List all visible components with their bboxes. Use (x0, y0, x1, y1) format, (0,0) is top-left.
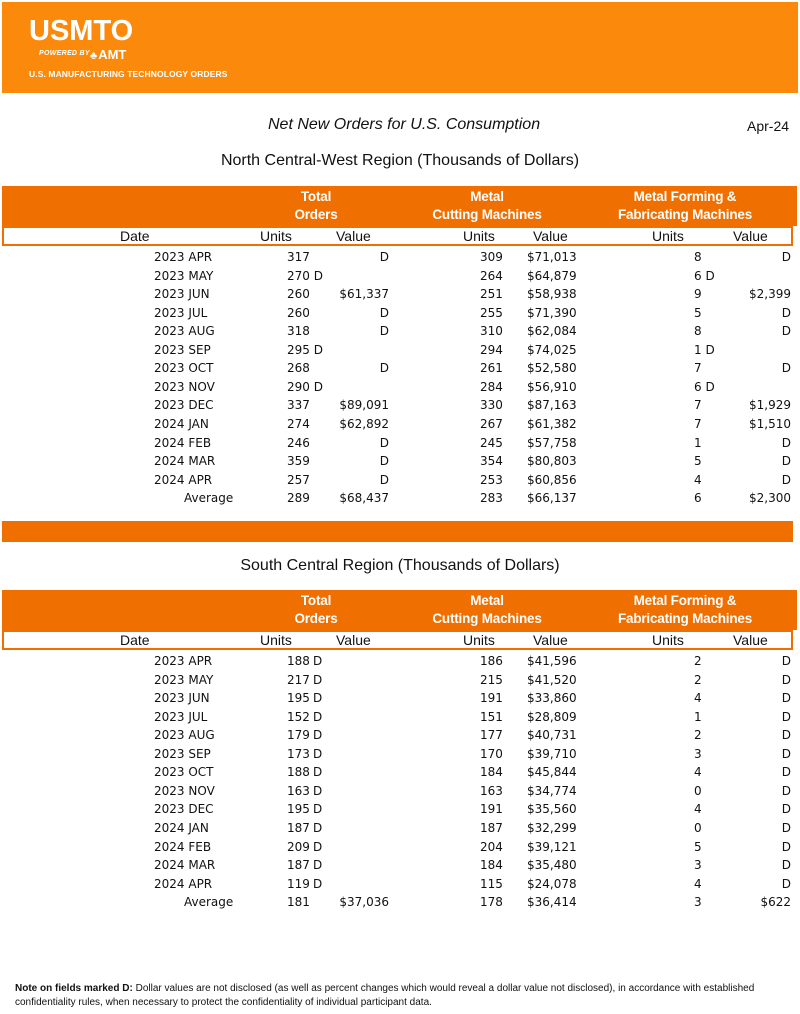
report-title: Net New Orders for U.S. Consumption (268, 116, 541, 133)
footnote (15, 982, 795, 1010)
col-date[interactable]: Date (120, 632, 150, 648)
cell-cutting-units: 283 (480, 491, 503, 506)
cell-date: 2023 JUN (154, 691, 210, 706)
usmto-logo: USMTO (29, 15, 134, 47)
cell-forming-value: D (781, 876, 791, 891)
table-row (0, 396, 800, 415)
cell-cutting-units: 204 (480, 839, 503, 854)
cell-forming-units: 1 D (694, 342, 715, 357)
cell-cutting-value: $58,938 (527, 287, 577, 302)
group-total-orders (262, 592, 370, 628)
cell-cutting-units: 115 (480, 876, 503, 891)
column-group-header (2, 186, 797, 226)
group-metal-cutting (422, 592, 552, 628)
cell-total-units: 274 (287, 417, 310, 431)
cell-cutting-units: 309 (480, 250, 503, 264)
group-forming-line2: Fabricating Machines (617, 611, 753, 626)
cell-total-units: 295 D (287, 342, 323, 357)
cell-forming-units: 9 (694, 287, 702, 302)
cell-forming-value: D (781, 765, 791, 780)
cell-total-units: 173 (287, 746, 310, 761)
table-row (0, 838, 800, 857)
section-divider (2, 521, 793, 542)
cell-forming-units: 3 (694, 895, 702, 910)
region-title-south-central: South Central Region (Thousands of Dollars) (240, 557, 560, 574)
cell-total-units: 290 D (287, 379, 323, 394)
cell-forming-units: 2 (694, 654, 702, 668)
cell-cutting-units: 184 (480, 765, 503, 780)
col-cutting-value[interactable]: Value (533, 632, 568, 648)
cell-total-value: D (313, 654, 323, 668)
cell-forming-value: D (781, 305, 791, 320)
cell-date: 2023 MAY (154, 672, 214, 687)
cell-total-units: 163 (287, 783, 310, 798)
col-cutting-units[interactable]: Units (463, 228, 495, 244)
cell-date: 2024 FEB (154, 839, 212, 854)
cell-average-label: Average (184, 491, 234, 506)
cell-cutting-value: $66,137 (527, 491, 577, 506)
cell-date: 2023 NOV (154, 379, 215, 394)
cell-cutting-value: $33,860 (527, 691, 577, 706)
col-cutting-units[interactable]: Units (463, 632, 495, 648)
cell-forming-value: D (781, 435, 791, 450)
col-forming-value[interactable]: Value (733, 632, 768, 648)
table-row (0, 304, 800, 323)
table-row (0, 875, 800, 894)
table-row (0, 726, 800, 745)
cell-forming-units: 4 (694, 691, 702, 706)
cell-date: 2023 AUG (154, 324, 215, 339)
cell-cutting-value: $35,560 (527, 802, 577, 817)
cell-forming-value: $1,929 (749, 398, 791, 413)
cell-forming-value: D (781, 691, 791, 706)
cell-forming-units: 8 (694, 250, 702, 264)
amt-logo (90, 47, 126, 62)
cell-forming-value: D (781, 654, 791, 668)
cell-cutting-units: 178 (480, 895, 503, 910)
cell-forming-value: D (781, 783, 791, 798)
cell-forming-units: 4 (694, 472, 702, 487)
cell-forming-units: 5 (694, 305, 702, 320)
cell-cutting-units: 251 (480, 287, 503, 302)
cell-cutting-value: $41,596 (527, 654, 577, 668)
cell-forming-value: D (781, 472, 791, 487)
cell-forming-units: 3 (694, 858, 702, 872)
cell-forming-units: 1 (694, 435, 702, 450)
cell-date: 2023 SEP (154, 342, 211, 357)
cell-date: 2023 MAY (154, 268, 214, 283)
cell-total-value: D (313, 672, 323, 687)
cell-forming-units: 4 (694, 876, 702, 891)
cell-cutting-value: $35,480 (527, 858, 577, 872)
group-metal-forming (610, 592, 760, 628)
cell-cutting-value: $28,809 (527, 709, 577, 724)
cell-forming-units: 8 (694, 324, 702, 339)
cell-total-value: D (313, 876, 323, 891)
cell-cutting-units: 186 (480, 654, 503, 668)
cell-forming-value: D (781, 858, 791, 872)
table-row (0, 322, 800, 341)
cell-cutting-units: 245 (480, 435, 503, 450)
col-total-value[interactable]: Value (336, 228, 371, 244)
cell-total-value: D (313, 709, 323, 724)
col-total-value[interactable]: Value (336, 632, 371, 648)
cell-forming-value: $2,300 (749, 491, 791, 506)
cell-total-value: D (313, 802, 323, 817)
cell-total-value: D (379, 454, 389, 469)
cell-cutting-value: $24,078 (527, 876, 577, 891)
cell-total-units: 270 D (287, 268, 323, 283)
cell-cutting-units: 284 (480, 379, 503, 394)
cell-cutting-value: $36,414 (527, 895, 577, 910)
footnote-label: Note on fields marked D: (15, 983, 133, 994)
cell-date: 2023 AUG (154, 728, 215, 743)
cell-date: 2023 DEC (154, 802, 214, 817)
cell-cutting-units: 170 (480, 746, 503, 761)
cell-date: 2023 APR (154, 654, 213, 668)
table-row (0, 782, 800, 801)
cell-total-value: $37,036 (339, 895, 389, 910)
cell-date: 2024 APR (154, 472, 213, 487)
cell-date: 2023 OCT (154, 765, 214, 780)
region-title-north-central-west: North Central-West Region (Thousands of Dollars) (220, 152, 580, 169)
column-header-row (2, 226, 793, 246)
col-date[interactable]: Date (120, 228, 150, 244)
cell-total-value: D (379, 361, 389, 376)
cell-total-value: D (313, 821, 323, 835)
cell-cutting-units: 255 (480, 305, 503, 320)
cell-forming-value: $1,510 (749, 417, 791, 431)
group-total-line1: Total (300, 189, 332, 204)
cell-total-value: D (313, 839, 323, 854)
cell-total-value: $61,337 (339, 287, 389, 302)
table-row (0, 671, 800, 690)
cell-forming-units: 7 (694, 361, 702, 376)
cell-cutting-value: $56,910 (527, 379, 577, 394)
cell-cutting-units: 330 (480, 398, 503, 413)
group-forming-line1: Metal Forming & (633, 189, 737, 204)
group-cutting-line1: Metal (470, 189, 504, 204)
cell-forming-value: D (781, 746, 791, 761)
cell-forming-units: 6 D (694, 268, 715, 283)
cell-total-units: 188 (287, 765, 310, 780)
cell-cutting-value: $39,121 (527, 839, 577, 854)
amt-brand-text: AMT (98, 47, 127, 62)
cell-total-units: 217 (287, 672, 310, 687)
cell-forming-units: 3 (694, 746, 702, 761)
table-row (0, 378, 800, 397)
table-row (0, 745, 800, 764)
table-row (0, 708, 800, 727)
table-row (0, 471, 800, 490)
cell-forming-value: D (781, 250, 791, 264)
cell-forming-value: D (781, 821, 791, 835)
cell-date: 2023 JUN (154, 287, 210, 302)
cell-total-value: D (313, 783, 323, 798)
cell-forming-value: D (781, 728, 791, 743)
cell-cutting-value: $32,299 (527, 821, 577, 835)
cell-total-units: 195 (287, 691, 310, 706)
cell-forming-value: D (781, 672, 791, 687)
cell-forming-units: 4 (694, 802, 702, 817)
col-forming-units[interactable]: Units (652, 228, 684, 244)
cell-cutting-value: $62,084 (527, 324, 577, 339)
cell-date: 2023 OCT (154, 361, 214, 376)
table-row (0, 434, 800, 453)
cell-cutting-value: $39,710 (527, 746, 577, 761)
cell-forming-units: 4 (694, 765, 702, 780)
cell-total-value: D (379, 250, 389, 264)
table-row (0, 415, 800, 434)
table-row (0, 856, 800, 875)
cell-cutting-units: 261 (480, 361, 503, 376)
cell-total-value: D (313, 858, 323, 872)
cell-total-units: 268 (287, 361, 310, 376)
table-row (0, 652, 800, 671)
cell-total-value: D (313, 765, 323, 780)
cell-forming-units: 5 (694, 454, 702, 469)
cell-forming-units: 7 (694, 417, 702, 431)
table-row (0, 285, 800, 304)
cell-forming-value: D (781, 454, 791, 469)
cell-date: 2023 JUL (154, 305, 208, 320)
cell-forming-units: 0 (694, 783, 702, 798)
cell-cutting-units: 191 (480, 802, 503, 817)
cell-cutting-value: $64,879 (527, 268, 577, 283)
cell-cutting-units: 184 (480, 858, 503, 872)
col-cutting-value[interactable]: Value (533, 228, 568, 244)
cell-total-value: $62,892 (339, 417, 389, 431)
cell-forming-value: D (781, 839, 791, 854)
cell-cutting-value: $80,803 (527, 454, 577, 469)
cell-cutting-value: $61,382 (527, 417, 577, 431)
group-total-line2: Orders (294, 207, 338, 222)
table-row (0, 248, 800, 267)
cell-cutting-units: 267 (480, 417, 503, 431)
header-banner (2, 2, 798, 93)
cell-forming-units: 1 (694, 709, 702, 724)
cell-cutting-value: $52,580 (527, 361, 577, 376)
cell-forming-units: 5 (694, 839, 702, 854)
cell-total-value: D (379, 324, 389, 339)
group-total-line1: Total (300, 593, 332, 608)
cell-cutting-value: $74,025 (527, 342, 577, 357)
cell-total-units: 337 (287, 398, 310, 413)
col-forming-value[interactable]: Value (733, 228, 768, 244)
cell-date: 2024 JAN (154, 417, 209, 431)
cell-date: 2024 APR (154, 876, 213, 891)
cell-date: 2024 MAR (154, 858, 216, 872)
cell-total-value: D (379, 305, 389, 320)
column-header-row (2, 630, 793, 650)
cell-total-units: 260 (287, 287, 310, 302)
cell-total-value: D (313, 746, 323, 761)
cell-total-value: D (313, 728, 323, 743)
table-row (0, 763, 800, 782)
table-row (0, 452, 800, 471)
cell-total-value: $68,437 (339, 491, 389, 506)
table-row (0, 800, 800, 819)
cell-total-units: 317 (287, 250, 310, 264)
cell-date: 2024 FEB (154, 435, 212, 450)
group-cutting-line2: Cutting Machines (432, 611, 542, 626)
cell-cutting-units: 354 (480, 454, 503, 469)
cell-cutting-value: $40,731 (527, 728, 577, 743)
cell-total-value: D (379, 472, 389, 487)
powered-by-label: POWERED BY (39, 50, 90, 57)
cell-date: 2023 APR (154, 250, 213, 264)
cell-cutting-value: $57,758 (527, 435, 577, 450)
table-row (0, 341, 800, 360)
cell-cutting-value: $41,520 (527, 672, 577, 687)
col-forming-units[interactable]: Units (652, 632, 684, 648)
group-cutting-line2: Cutting Machines (432, 207, 542, 222)
group-metal-forming (610, 188, 760, 224)
cell-cutting-value: $34,774 (527, 783, 577, 798)
cell-total-units: 260 (287, 305, 310, 320)
column-group-header (2, 590, 797, 630)
cell-forming-units: 6 (694, 491, 702, 506)
report-date: Apr-24 (747, 118, 790, 134)
cell-forming-value: D (781, 802, 791, 817)
cell-cutting-units: 215 (480, 672, 503, 687)
cell-forming-units: 0 (694, 821, 702, 835)
group-cutting-line1: Metal (470, 593, 504, 608)
cell-total-units: 289 (287, 491, 310, 506)
cell-forming-units: 2 (694, 672, 702, 687)
footnote-text: Dollar values are not disclosed (as well as percent changes which would reveal a dollar value not disclosed), in accordance with established confidentiality rules, when necessary to protect the confidentiality of individual participant data. (15, 983, 755, 1008)
cell-cutting-units: 163 (480, 783, 503, 798)
cell-cutting-units: 264 (480, 268, 503, 283)
cell-average-label: Average (184, 895, 234, 910)
cell-total-units: 318 (287, 324, 310, 339)
cell-cutting-units: 253 (480, 472, 503, 487)
cell-forming-value: D (781, 361, 791, 376)
cell-date: 2023 NOV (154, 783, 215, 798)
cell-cutting-units: 187 (480, 821, 503, 835)
cell-total-value: D (313, 691, 323, 706)
cell-cutting-units: 191 (480, 691, 503, 706)
cell-cutting-value: $45,844 (527, 765, 577, 780)
cell-cutting-units: 294 (480, 342, 503, 357)
table-row (0, 689, 800, 708)
cell-total-units: 188 (287, 654, 310, 668)
cell-total-units: 119 (287, 876, 310, 891)
cell-date: 2023 DEC (154, 398, 214, 413)
cell-total-units: 179 (287, 728, 310, 743)
tagline: U.S. MANUFACTURING TECHNOLOGY ORDERS (29, 69, 228, 79)
table-row (0, 359, 800, 378)
cell-total-units: 187 (287, 858, 310, 872)
cell-total-value: $89,091 (339, 398, 389, 413)
cell-cutting-value: $71,390 (527, 305, 577, 320)
cell-total-units: 359 (287, 454, 310, 469)
cell-total-value: D (379, 435, 389, 450)
group-total-orders (262, 188, 370, 224)
cell-cutting-units: 177 (480, 728, 503, 743)
amt-logo-icon: ♣ (90, 50, 98, 62)
cell-total-units: 195 (287, 802, 310, 817)
cell-total-units: 181 (287, 895, 310, 910)
cell-forming-units: 2 (694, 728, 702, 743)
cell-cutting-units: 310 (480, 324, 503, 339)
cell-cutting-value: $60,856 (527, 472, 577, 487)
table-row (0, 819, 800, 838)
cell-forming-units: 7 (694, 398, 702, 413)
average-row (0, 489, 800, 508)
cell-date: 2024 MAR (154, 454, 216, 469)
cell-total-units: 209 (287, 839, 310, 854)
cell-forming-value: D (781, 324, 791, 339)
group-total-line2: Orders (294, 611, 338, 626)
group-forming-line2: Fabricating Machines (617, 207, 753, 222)
cell-total-units: 246 (287, 435, 310, 450)
cell-forming-value: $2,399 (749, 287, 791, 302)
col-total-units[interactable]: Units (260, 632, 292, 648)
cell-total-units: 152 (287, 709, 310, 724)
cell-date: 2023 JUL (154, 709, 208, 724)
group-forming-line1: Metal Forming & (633, 593, 737, 608)
average-row (0, 893, 800, 912)
cell-forming-value: D (781, 709, 791, 724)
cell-forming-value: $622 (760, 895, 791, 910)
cell-date: 2023 SEP (154, 746, 211, 761)
col-total-units[interactable]: Units (260, 228, 292, 244)
cell-date: 2024 JAN (154, 821, 209, 835)
cell-cutting-value: $71,013 (527, 250, 577, 264)
group-metal-cutting (422, 188, 552, 224)
table-row (0, 267, 800, 286)
cell-forming-units: 6 D (694, 379, 715, 394)
cell-cutting-value: $87,163 (527, 398, 577, 413)
cell-cutting-units: 151 (480, 709, 503, 724)
cell-total-units: 187 (287, 821, 310, 835)
cell-total-units: 257 (287, 472, 310, 487)
